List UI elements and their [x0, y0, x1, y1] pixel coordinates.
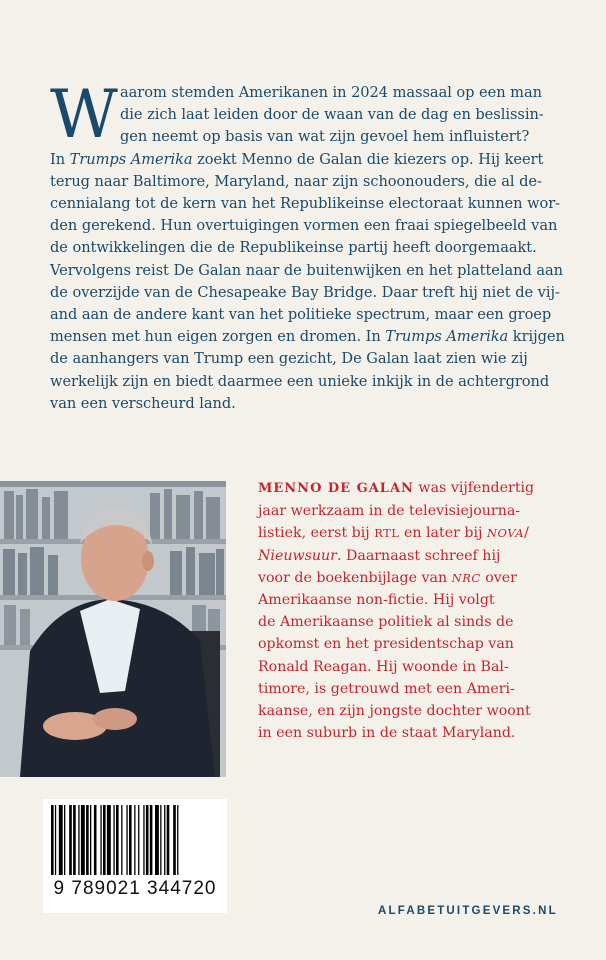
bio-line: Nieuwsuur. Daarnaast schreef hij — [258, 547, 501, 564]
author-photo — [0, 481, 226, 777]
barcode-bars — [43, 799, 227, 877]
book-title: Trumps Amerika — [385, 328, 509, 346]
blurb-line: In Trumps Amerika zoekt Menno de Galan die kiezers op. Hij keert — [50, 150, 544, 168]
author-bio — [258, 477, 578, 744]
bio-line: listiek, eerst bij RTL en later bij NOVA/ — [258, 525, 529, 542]
author-name: MENNO DE GALAN — [258, 481, 414, 496]
drop-cap: W — [50, 76, 118, 153]
blurb-line: cennialang tot de kern van het Republikeinse electoraat kunnen wor- — [50, 195, 561, 213]
bio-line: de Amerikaanse politiek al sinds de — [258, 614, 514, 631]
blurb-line: mensen met hun eigen zorgen en dromen. In Trumps Amerika krijgen — [50, 328, 565, 346]
blurb-line: de aanhangers van Trump een gezicht, De Galan laat zien wie zij — [50, 350, 528, 368]
blurb-line: aarom stemden Amerikanen in 2024 massaal op een man — [120, 84, 542, 101]
bio-line: opkomst en het presidentschap van — [258, 636, 514, 653]
blurb-line: den gerekend. Hun overtuigingen vormen een fraai spiegelbeeld van — [50, 217, 558, 235]
blurb-line: de overzijde van de Chesapeake Bay Bridge. Daar treft hij niet de vij- — [50, 283, 560, 301]
blurb-line: terug naar Baltimore, Maryland, naar zijn schoonouders, die al de- — [50, 172, 542, 190]
bio-line: timore, is getrouwd met een Ameri- — [258, 680, 515, 697]
author-photo-illustration — [0, 481, 226, 777]
bio-line: Amerikaanse non-fictie. Hij volgt — [258, 592, 495, 609]
bio-line: MENNO DE GALAN was vijfendertig — [258, 480, 535, 496]
blurb-line: and aan de andere kant van het politieke spectrum, maar een groep — [50, 306, 552, 324]
isbn-number: 9 789021 344720 — [53, 878, 217, 899]
blurb-line: die zich laat leiden door de waan van de dag en beslissin- — [120, 106, 544, 124]
blurb-line: van een verscheurd land. — [50, 394, 236, 412]
blurb-line: werkelijk zijn en biedt daarmee een unieke inkijk in de achtergrond — [50, 372, 550, 390]
bio-line: in een suburb in de staat Maryland. — [258, 725, 516, 742]
blurb-line: de ontwikkelingen die de Republikeinse partij heeft doorgemaakt. — [50, 239, 537, 257]
blurb-line: gen neemt op basis van wat zijn gevoel hem influistert? — [120, 128, 530, 146]
bio-line: voor de boekenbijlage van NRC over — [258, 569, 517, 586]
bio-line: kaanse, en zijn jongste dochter woont — [258, 703, 531, 720]
bio-line: Ronald Reagan. Hij woonde in Bal- — [258, 658, 509, 675]
bio-line: jaar werkzaam in de televisiejourna- — [258, 503, 521, 520]
book-title: Trumps Amerika — [69, 150, 193, 168]
blurb-text — [50, 76, 570, 415]
publisher-url: ALFABETUITGEVERS.NL — [378, 905, 558, 917]
blurb-line: Vervolgens reist De Galan naar de buitenwijken en het platteland aan — [50, 261, 564, 279]
